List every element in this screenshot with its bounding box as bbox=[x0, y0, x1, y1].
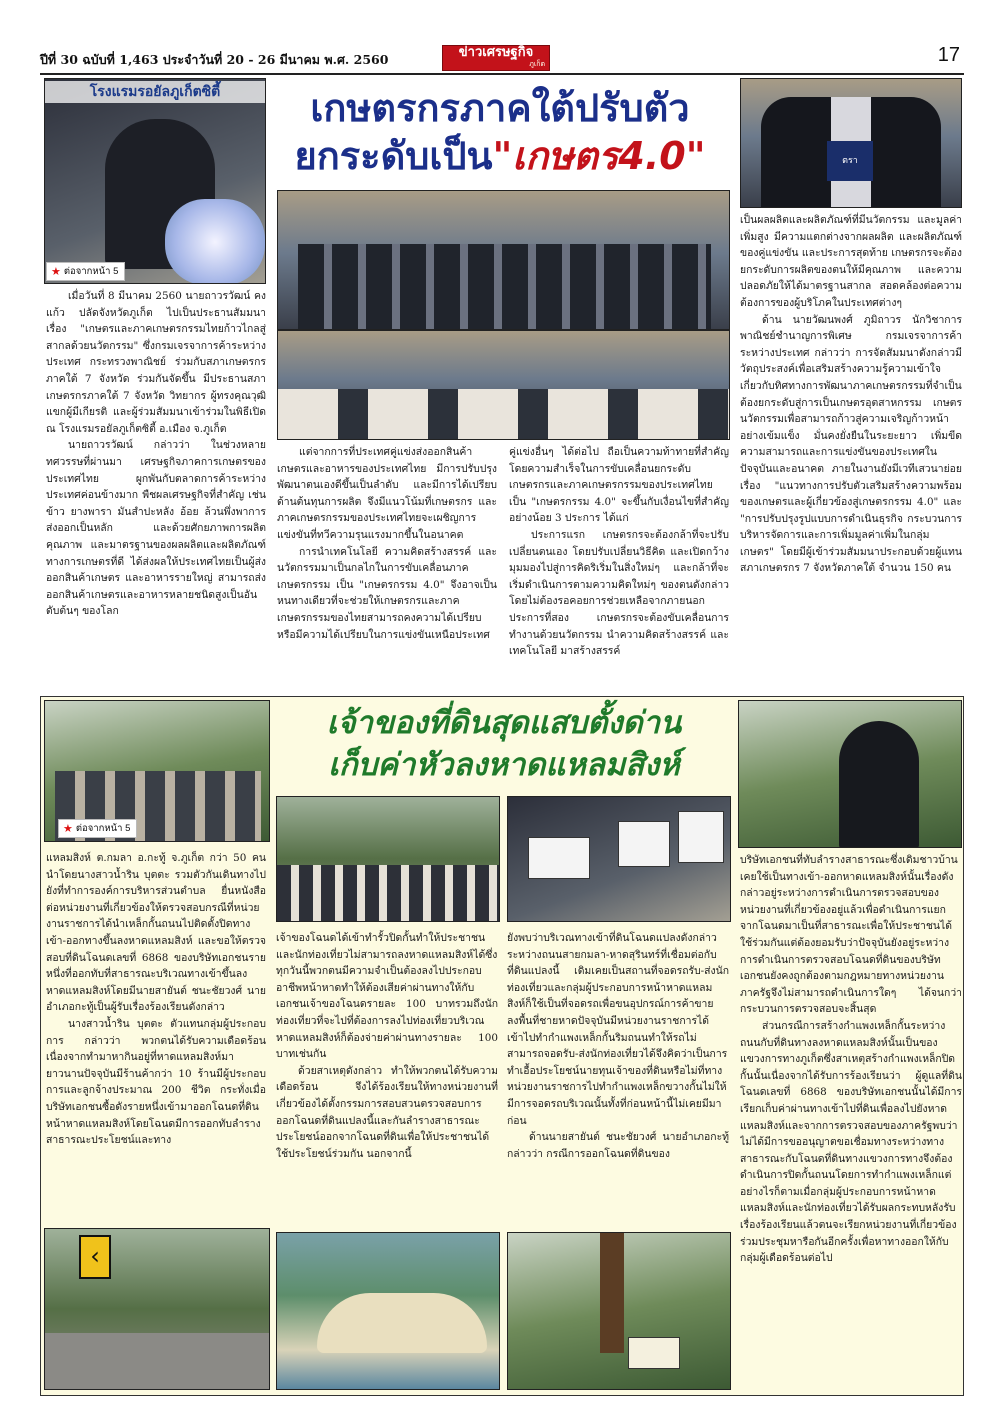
story1-col1-para2: นายถาวรวัฒน์ กล่าวว่า ในช่วงหลายทศวรรษที่ผ่านมา เศรษฐกิจภาคการเกษตรของประเทศไทย ผูกพันกับตลาดการค้าระหว่างประเทศค่อนข้างมาก พืชผลเศรษฐกิจที่สำคัญ เช่น ข้าว ยางพารา มันสำปะหลัง อ้อย ล้วนพึ่งพาการส่งออกเป็นหลัก และด้วยศักยภาพการผลิต คุณภาพ และมาตรฐานของผลผลิตและผลิตภัณฑ์ทางการเกษตรที่ดี ได้ส่งผลให้ประเทศไทยเป็นผู้ส่งออกสินค้าเกษตร และอาหารรายใหญ่ สามารถส่งออกสินค้าเกษตรและอาหารหลายชนิดสูงเป็นอันดับต้นๆ ของโลก bbox=[46, 439, 266, 618]
photo-man-figure bbox=[839, 721, 919, 848]
photo-protest-road bbox=[276, 796, 500, 922]
story2-col1-para2: นางสาวน้ำริน บุตตะ ตัวแทนกลุ่มผู้ประกอบการ กล่าวว่า พวกตนได้รับความเดือดร้อนเนื่องจากทำมาหากินอยู่ที่หาดแหลมสิงห์มายาวนานปัจจุบันมีร้านค้ากว่า 10 ร้านมีผู้ประกอบการและลูกจ้างประมาณ 200 ชีวิต กระทั่งเมื่อบริษัทเอกชนซื้อดังรายหนึ่งเข้ามาออกโฉนดที่ดินหน้าหาดแหลมสิงห์โดยโฉนดมีการออกทับลำรางสาธารณะประโยชน์และทาง bbox=[46, 1017, 266, 1147]
story2-col3-para1: ยังพบว่าบริเวณทางเข้าที่ดินโฉนดแปลงดังกล่าวระหว่างถนนสายกมลา-หาดสุรินทร์ที่เชื่อมต่อกับที่ดินแปลงนี้ เดิมเคยเป็นสถานที่จอดรถรับ-ส่งนักท่องเที่ยวและกลุ่มผู้ประกอบการหน้าหาดแหลมสิงห์ก็ใช้เป็นที่จอดรถเพื่อขนอุปกรณ์การค้าขายลงพื้นที่ชายหาดปัจจุบันมีหน่วยงานราชการได้เข้าไปทำกำแพงเหล็กกั้นริมถนนทำให้รถไม่สามารถจอดรับ-ส่งนักท่องเที่ยวได้จึงคิดว่าเป็นการทำเอื้อประโยชน์นายทุนเจ้าของที่ดินหรือไม่ที่ทางหน่วยงานราชการไปทำกำแพงเหล็กขวางกั้นไม่ให้มีการจอดรถบริเวณนั้นทั้งที่ก่อนหน้านี้ไม่เคยมีมาก่อน bbox=[507, 932, 729, 1127]
story1-headline-highlight: "เกษตร4.0" bbox=[492, 134, 706, 178]
photo-official-speaking bbox=[44, 78, 266, 284]
page-header bbox=[40, 44, 964, 74]
story2-col2-para2: ด้วยสาเหตุดังกล่าว ทำให้พวกตนได้รับความเดือดร้อน จึงได้ร้องเรียนให้ทางหน่วยงานที่เกี่ยวข้องได้ตั้งกรรมการสอบสวนตรวจสอบการออกโฉนดที่ดินแปลงนี้และกันลำรางสาธารณะประโยชน์ออกจากโฉนดที่ดินเพื่อให้ประชาชนได้ใช้ประโยชน์ร่วมกัน นอกจากนี้ bbox=[276, 1064, 498, 1160]
story2-headline-line2: เก็บค่าหัวลงหาดแหลมสิงห์ bbox=[328, 747, 680, 783]
story2-col2-para1: เจ้าของโฉนดได้เข้าทำรั้วปิดกั้นทำให้ประชาชนและนักท่องเที่ยวไม่สามารถลงหาดแหลมสิงห์ได้ซึ่งทุกวันนี้พวกตนมีความจำเป็นต้องลงไปประกอบอาชีพหน้าหาดทำให้ต้องเสียค่าผ่านทางให้กับเอกชนเจ้าของโฉนดรายละ 100 บาทรวมถึงนักท่องเที่ยวที่จะไปที่ต้องการลงไปท่องเที่ยวบริเวณหาดแหลมสิงห์ก็ต้องจ่ายค่าผ่านทางรายละ 100 บาทเช่นกัน bbox=[276, 932, 498, 1061]
photo-gift-bag: ตรา bbox=[827, 141, 873, 181]
story1-col4-para2: ด้าน นายวัฒนพงศ์ ภูมิถาวร นักวิชาการพาณิชย์ชำนาญการพิเศษ กรมเจรจาการค้าระหว่างประเทศ กล่าวว่า การจัดสัมมนาดังกล่าวมีวัตถุประสงค์เพื่อเสริมสร้างความรู้ความเข้าใจเกี่ยวกับทิศทางการพัฒนาภาคเกษตรกรรมที่จำเป็นต้องยกระดับสู่การเป็นเกษตรอุตสาหกรรม เกษตรนวัตกรรมเพื่อสามารถก้าวสู่ความเจริญก้าวหน้าอย่างเข้มแข็ง มั่นคงยั่งยืนในระยะยาว เพิ่มขีดความสามารถและการแข่งขันของประเทศในปัจจุบันและอนาคต ภายในงานยังมีเวทีเสวนาย่อยเรื่อง "แนวทางการปรับตัวเสริมสร้างความพร้อมของเกษตรและผู้เกี่ยวข้องสู่เกษตรกรรม 4.0" และ "การปรับปรุงรูปแบบการดำเนินธุรกิจ กระบวนการบริหารจัดการและการเพิ่มมูลค่าเพิ่มในกลุ่มเกษตร" โดยมีผู้เข้าร่วมสัมมนาประกอบด้วยผู้แทนสภาเกษตรกร 7 จังหวัดภาคใต้ จำนวน 150 คน bbox=[740, 313, 962, 575]
story2-col4-para1: บริษัทเอกชนที่ทับลำรางสาธารณะซึ่งเดิมชาวบ้านเคยใช้เป็นทางเข้า-ออกหาดแหลมสิงห์นั้นเรื่องดังกล่าวอยู่ระหว่างการดำเนินการตรวจสอบของหน่วยงานที่เกี่ยวข้องอยู่แล้วเพื่อดำเนินการแยกจากโฉนดมาเป็นที่สาธารณะเพื่อให้ประชาชนได้ใช้ร่วมกันแต่ต้องยอมรับว่าปัจจุบันยังอยู่ระหว่างการดำเนินการตรวจสอบโฉนดที่ดินของบริษัทเอกชนยังคงถูกต้องตามกฎหมายทางหน่วยงานภาครัฐจึงไม่สามารถดำเนินการใดๆ ได้จนกว่ากระบวนการตรวจสอบจะสิ้นสุด bbox=[740, 854, 962, 1016]
photo-group-row bbox=[298, 244, 711, 329]
story1-column-2 bbox=[277, 444, 497, 686]
story1-headline-line1: เกษตรกรภาคใต้ปรับตัว bbox=[310, 86, 690, 130]
story2-headline bbox=[276, 702, 732, 792]
continued-tag-story1 bbox=[46, 262, 125, 281]
photo-beach-aerial bbox=[276, 1232, 500, 1390]
photo-plot-sign bbox=[628, 1337, 680, 1369]
story2-column-1 bbox=[46, 850, 266, 1224]
story1-col2-para1: แต่จากการที่ประเทศคู่แข่งส่งออกสินค้าเกษตรและอาหารของประเทศไทย มีการปรับปรุงพัฒนาตนเองดีขึ้นเป็นลำดับ และมีการได้เปรียบด้านต้นทุนการผลิต จึงมีแนวโน้มที่เกษตรกร และภาคเกษตรกรรมของประเทศไทยจะเผชิญการแข่งขันที่ทวีความรุนแรงมากขึ้นในอนาคต bbox=[277, 446, 497, 541]
story2-headline-line1: เจ้าของที่ดินสุดแสบตั้งด่าน bbox=[326, 705, 682, 741]
star-icon: ★ bbox=[51, 266, 61, 278]
story2-column-2 bbox=[276, 930, 498, 1228]
photo-shoreline bbox=[317, 1293, 487, 1353]
photo-protest-crowd bbox=[277, 865, 499, 921]
continued-label: ต่อจากหน้า 5 bbox=[75, 823, 131, 834]
story1-column-4 bbox=[740, 212, 962, 686]
story1-headline-line2 bbox=[270, 132, 730, 180]
story1-col3-para2: ประการแรก เกษตรกรจะต้องกล้าที่จะปรับเปลี่ยนตนเอง โดยปรับเปลี่ยนวิธีคิด และเปิดกว้างมุมมองไปสู่การคิดริเริ่มในสิ่งใหม่ๆ และกล้าที่จะเริ่มดำเนินการตามความคิดใหม่ๆ ของตนดังกล่าว โดยไม่ต้องรอคอยการช่วยเหลือจากภายนอก ประการที่สอง เกษตรกรจะต้องขับเคลื่อนการทำงานด้วยนวัตกรรม นำความคิดสร้างสรรค์ และเทคโนโลยี มาสร้างสรรค์ bbox=[509, 528, 729, 658]
story1-col3-para1: คู่แข่งอื่นๆ ได้ต่อไป ถือเป็นความท้าทายที่สำคัญ โดยความสำเร็จในการขับเคลื่อนยกระดับเกษตรกรและภาคเกษตรกรรมของประเทศไทย เป็น "เกษตรกรรม 4.0" จะขึ้นกับเงื่อนไขที่สำคัญอย่างน้อย 3 ประการ ได้แก่ bbox=[509, 446, 729, 525]
story2-col4-para2: ส่วนกรณีการสร้างกำแพงเหล็กกั้นระหว่างถนนกับที่ดินทางลงหาดแหลมสิงห์นั้นเป็นของแขวงการทางภูเก็ตซึ่งสาเหตุสร้างกำแพงเหล็กปิดกั้นนั้นเนื่องจากได้รับการร้องเรียนว่า ผู้ดูแลที่ดินโฉนดเลขที่ 6868 ของบริษัทเอกชนนั้นได้มีการเรียกเก็บค่าผ่านทางเข้าไปที่ดินเพื่อลงไปยังหาดแหลมสิงห์และจากการตรวจสอบของภาครัฐพบว่าไม่ได้มีการขออนุญาตขอเชื่อมทางระหว่างทางสาธารณะกับโฉนดที่ดินทางแขวงการทางจึงต้องดำเนินการปิดกั้นถนนโดยการทำกำแพงเหล็กแต่อย่างไรก็ตามเมื่อกลุ่มผู้ประกอบการหน้าหาดแหลมสิงห์และนักท่องเที่ยวได้รับผลกระทบหลังรับเรื่องร้องเรียนแล้วตนจะเรียกหน่วยงานที่เกี่ยวข้องร่วมประชุมหารือกันอีกครั้งเพื่อหาทางออกให้กับกลุ่มผู้เดือดร้อนต่อไป bbox=[740, 1019, 962, 1265]
photo-group-standing bbox=[277, 190, 730, 330]
photo-seminar-audience bbox=[277, 330, 730, 440]
page-number: 17 bbox=[937, 44, 960, 66]
photo-sign-board-2 bbox=[618, 821, 670, 867]
story1-headline-prefix: ยกระดับเป็น bbox=[294, 134, 493, 178]
story1-column-3 bbox=[509, 444, 729, 686]
photo-land-plot bbox=[507, 1232, 731, 1390]
photo-award-handover bbox=[740, 78, 962, 208]
photo-protest-signs bbox=[507, 796, 731, 922]
continued-label: ต่อจากหน้า 5 bbox=[63, 266, 119, 277]
issue-info: ปีที่ 30 ฉบับที่ 1,463 ประจำวันที่ 20 - 26 มีนาคม พ.ศ. 2560 bbox=[40, 52, 389, 67]
story1-column-1 bbox=[46, 288, 266, 686]
newspaper-logo bbox=[442, 45, 550, 71]
photo-flowers bbox=[165, 199, 265, 284]
story1-headline bbox=[270, 84, 730, 184]
story2-column-3 bbox=[507, 930, 729, 1228]
photo-audience-tables bbox=[278, 389, 729, 439]
logo-subtitle: ภูเก็ต bbox=[529, 60, 545, 68]
story1-col4-para1: เป็นผลผลิตและผลิตภัณฑ์ที่มีนวัตกรรม และมูลค่าเพิ่มสูง มีความแตกต่างจากผลผลิต และผลิตภัณฑ์ของคู่แข่งขัน และประการสุดท้าย เกษตรกรจะต้องยกระดับการผลิตของตนให้มีคุณภาพ และความปลอดภัยให้ได้มาตรฐานสากล สอดคล้องต่อความต้องการของผู้บริโภคในประเทศต่างๆ bbox=[740, 214, 962, 309]
photo-tree-trunk bbox=[600, 1233, 624, 1353]
photo-sign-board-3 bbox=[678, 811, 724, 863]
story2-column-4 bbox=[740, 852, 962, 1390]
logo-title: ข่าวเศรษฐกิจ bbox=[458, 45, 534, 60]
star-icon: ★ bbox=[63, 823, 73, 835]
story2-col3-para2: ด้านนายสายันต์ ชนะชัยวงศ์ นายอำเภอกะทู้ กล่าวว่า กรณีการออกโฉนดที่ดินของ bbox=[507, 1131, 729, 1160]
story1-col1-para1: เมื่อวันที่ 8 มีนาคม 2560 นายถาวรวัฒน์ คงแก้ว ปลัดจังหวัดภูเก็ต ไปเป็นประธานสัมมนา เรื่อง "เกษตรและภาคเกษตรกรรมไทยก้าวไกลสู่สากลด้วยนวัตกรรม" ซึ่งกรมเจรจาการค้าระหว่างประเทศ กระทรวงพาณิชย์ ร่วมกับสภาเกษตรกรภาคใต้ 7 จังหวัด ร่วมกันจัดขึ้น มีประธานสภาเกษตรกรภาคใต้ 7 จังหวัด วิทยากร ผู้ทรงคุณวุฒิ แขกผู้มีเกียรติ และผู้ร่วมสัมมนาเข้าร่วมในพิธีเปิด ณ โรงแรมรอยัลภูเก็ตซิตี้ อ.เมือง จ.ภูเก็ต bbox=[46, 290, 266, 435]
continued-tag-story2 bbox=[58, 819, 137, 838]
header-rule bbox=[40, 73, 964, 75]
photo-curve-sign: ‹ bbox=[79, 1235, 111, 1279]
story1-col2-para2: การนำเทคโนโลยี ความคิดสร้างสรรค์ และนวัตกรรมมาเป็นกลไกในการขับเคลื่อนภาคเกษตรกรรม เป็น "เกษตรกรรม 4.0" จึงอาจเป็นหนทางเดียวที่จะช่วยให้เกษตรกรและภาคเกษตรกรรมของไทยสามารถคงความได้เปรียบหรือมีความได้เปรียบในการแข่งขันเหนือประเทศ bbox=[277, 545, 497, 641]
photo-backdrop-sign: โรงแรมรอยัลภูเก็ตซิตี้ bbox=[45, 81, 265, 103]
photo-road-surface bbox=[45, 1333, 269, 1389]
photo-sign-board-1 bbox=[528, 837, 590, 879]
photo-man-in-black bbox=[738, 700, 962, 848]
story2-col1-para1: แหลมสิงห์ ต.กมลา อ.กะทู้ จ.ภูเก็ต กว่า 50 คน นำโดยนางสาวน้ำริน บุตตะ รวมตัวกันเดินทางไปยังที่ทำการองค์การบริหารส่วนตำบล ยื่นหนังสือต่อหน่วยงานที่เกี่ยวข้องให้ตรวจสอบกรณีที่หน่วยงานราชการได้นำเหล็กกั้นถนนไปติดตั้งปิดทางเข้า-ออกทางขึ้นลงหาดแหลมสิงห์ และขอให้ตรวจสอบที่ดินโฉนดเลขที่ 6868 ของบริษัทเอกชนรายหนึ่งที่ออกทับที่สาธารณะบริเวณทางเข้าขึ้นลงหาดแหลมสิงห์โดยมีนายสายันต์ ชนะชัยวงศ์ นายอำเภอกะทู้เป็นผู้รับเรื่องร้องเรียนดังกล่าว bbox=[46, 852, 266, 1014]
photo-roadside-barrier bbox=[44, 1228, 270, 1390]
